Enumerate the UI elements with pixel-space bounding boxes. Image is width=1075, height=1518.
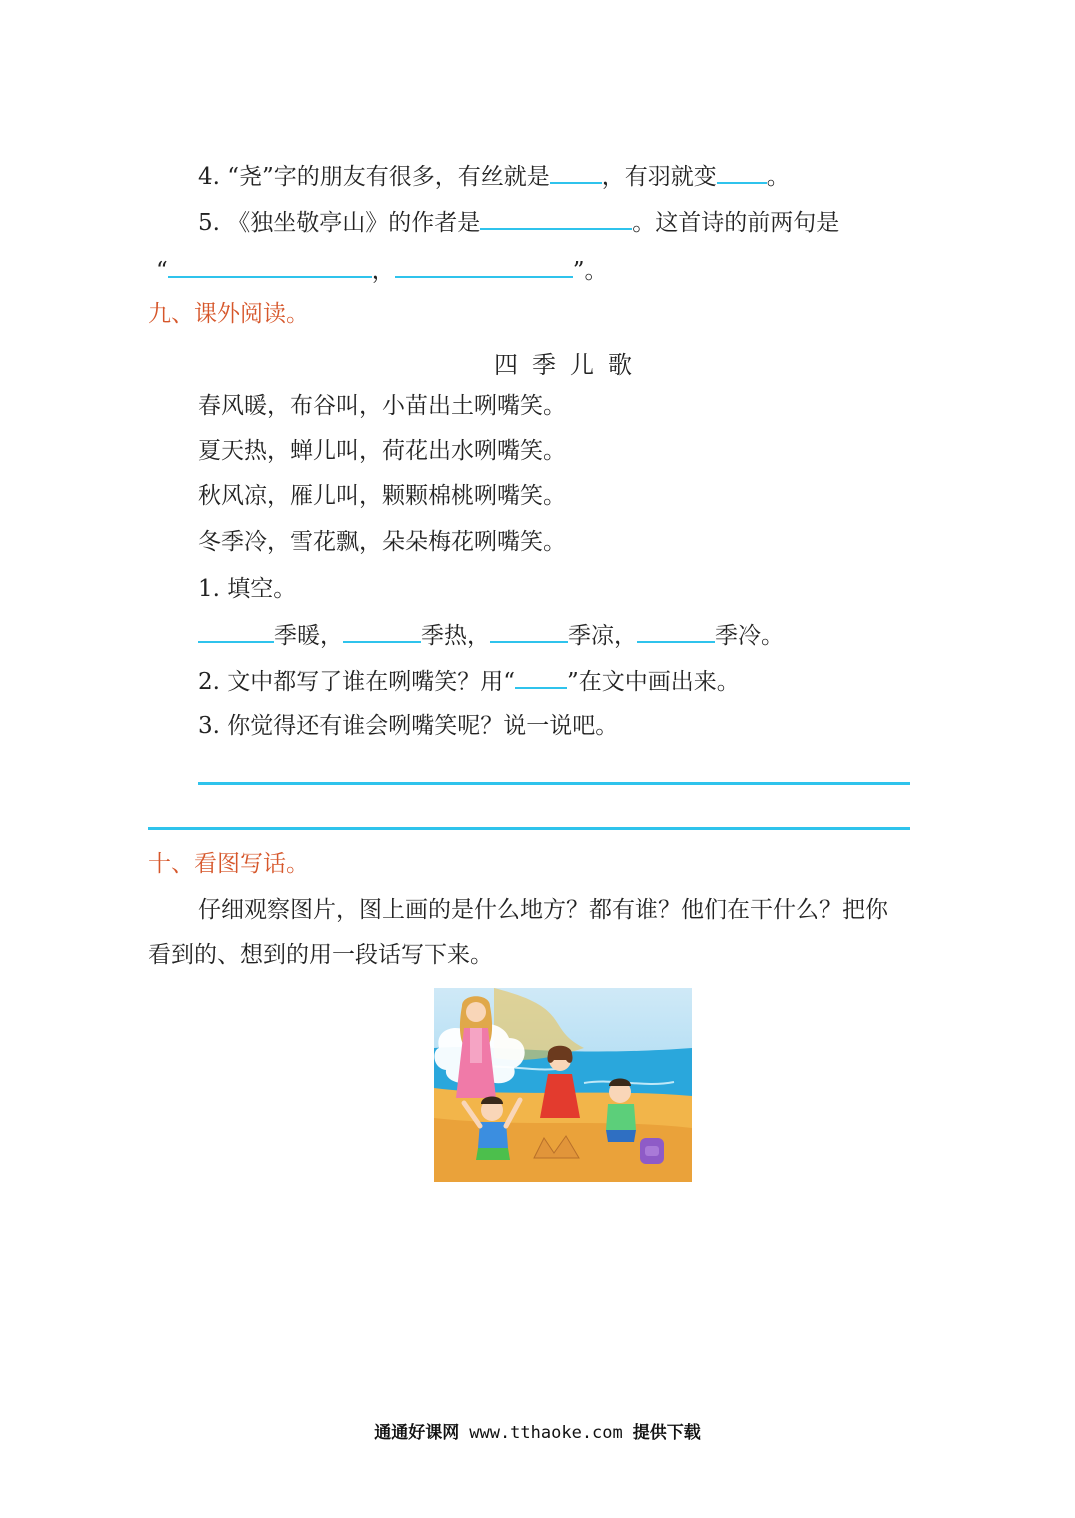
poem-line: 夏天热，蝉儿叫，荷花出水咧嘴笑。 bbox=[198, 438, 566, 464]
instruction-text: 看到的、想到的用一段话写下来。 bbox=[148, 942, 493, 968]
question-5-continuation bbox=[156, 254, 608, 286]
footer-site-name: 通通好课网 bbox=[374, 1423, 460, 1443]
fill-in-row bbox=[198, 619, 784, 651]
comma: ， bbox=[371, 258, 395, 284]
section-9-heading: 九、课外阅读。 bbox=[148, 301, 309, 327]
question-5 bbox=[198, 206, 839, 238]
answer-blank[interactable] bbox=[480, 206, 632, 230]
footer bbox=[0, 1418, 1075, 1443]
beach-scene-drawing bbox=[434, 988, 692, 1182]
answer-blank[interactable] bbox=[168, 254, 372, 278]
open-quote: “ bbox=[156, 258, 168, 284]
sub-question-2 bbox=[198, 665, 740, 697]
instruction-text: 仔细观察图片，图上画的是什么地方？都有谁？他们在干什么？把你 bbox=[198, 897, 888, 923]
sub-question-2-text: 2. 文中都写了谁在咧嘴笑？用“ bbox=[198, 669, 516, 695]
section-10-heading: 十、看图写话。 bbox=[148, 851, 309, 877]
poem-line: 春风暖，布谷叫，小苗出土咧嘴笑。 bbox=[198, 393, 566, 419]
answer-blank[interactable] bbox=[515, 665, 567, 689]
answer-blank[interactable] bbox=[717, 160, 767, 184]
question-5-text: 5. 《独坐敬亭山》的作者是 bbox=[198, 210, 481, 236]
question-4-text: ，有羽就变 bbox=[601, 164, 717, 190]
question-4 bbox=[198, 160, 790, 192]
footer-url[interactable]: www.tthaoke.com bbox=[469, 1423, 623, 1443]
question-4-text: 。 bbox=[766, 164, 790, 190]
sub-question-1: 1. 填空。 bbox=[198, 576, 297, 602]
answer-blank[interactable] bbox=[490, 619, 568, 643]
answer-blank[interactable] bbox=[395, 254, 573, 278]
answer-blank[interactable] bbox=[343, 619, 421, 643]
fill-label: 季凉， bbox=[568, 623, 637, 649]
poem-line: 冬季冷，雪花飘，朵朵梅花咧嘴笑。 bbox=[198, 529, 566, 555]
fill-label: 季冷。 bbox=[715, 623, 784, 649]
poem-title: 四季儿歌 bbox=[494, 351, 646, 379]
close-quote: ”。 bbox=[572, 258, 608, 284]
poem-line: 秋风凉，雁儿叫，颗颗棉桃咧嘴笑。 bbox=[198, 483, 566, 509]
answer-blank[interactable] bbox=[550, 160, 602, 184]
fill-label: 季暖， bbox=[274, 623, 343, 649]
answer-line[interactable] bbox=[198, 782, 910, 785]
question-4-text: 4. “尧”字的朋友有很多，有丝就是 bbox=[198, 164, 550, 190]
answer-blank[interactable] bbox=[637, 619, 715, 643]
footer-suffix: 提供下载 bbox=[632, 1423, 701, 1443]
answer-blank[interactable] bbox=[198, 619, 274, 643]
question-5-text: 。这首诗的前两句是 bbox=[632, 210, 840, 236]
sub-question-2-text: ”在文中画出来。 bbox=[567, 669, 740, 695]
sub-question-3: 3. 你觉得还有谁会咧嘴笑呢？说一说吧。 bbox=[198, 713, 619, 739]
fill-label: 季热， bbox=[421, 623, 490, 649]
beach-scene-illustration bbox=[434, 988, 692, 1182]
answer-line[interactable] bbox=[148, 827, 910, 830]
